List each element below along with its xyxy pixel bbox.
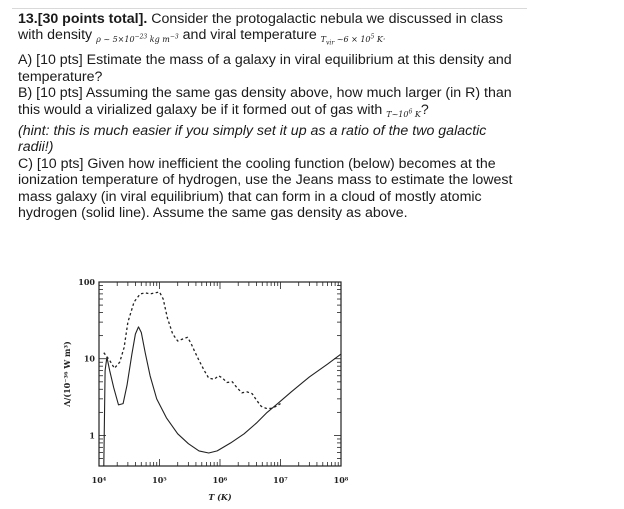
part-b-text: B) [10 pts] Assuming the same gas density above, how much larger (in R) than this would a virialized galaxy be if it formed out of gas with — [18, 85, 512, 118]
y-axis-label: Λ/(10⁻³⁶ W m³) — [62, 341, 72, 407]
part-b-hint: (hint: this is much easier if you simply set it up as a ratio of the two galactic radii!) — [18, 123, 487, 156]
series-line-solid — [104, 327, 341, 466]
intro-text-1: Consider the protogalactic nebula we discussed in class with density — [18, 11, 503, 44]
part-b-end: ? — [420, 101, 429, 118]
part-c: C) [10 pts] Given how inefficient the cooling function (below) becomes at the ionization temperature of hydrogen, use the Jeans mass to estimate the lowest mass galaxy (in viral equilibrium) that can form in a cloud of mostly atomic hydrogen (solid line). Assume the same gas density as above. — [18, 155, 513, 222]
part-a: A) [10 pts] Estimate the mass of a galaxy in viral equilibrium at this density and temperature? — [18, 52, 512, 85]
x-tick-label: 10⁸ — [333, 475, 349, 485]
temperature-expression: Tvir ~6 × 105 K· — [320, 33, 386, 47]
series-line-dashed — [104, 292, 281, 408]
x-tick-label: 10⁶ — [212, 475, 228, 485]
x-tick-label: 10⁴ — [91, 475, 107, 485]
intro-text-2: and viral temperature — [178, 27, 321, 44]
plot-frame — [99, 282, 341, 466]
x-tick-label: 10⁵ — [152, 475, 167, 485]
y-tick-label: 100 — [78, 277, 95, 287]
y-tick-label: 1 — [89, 430, 95, 441]
question-number: 13.[30 points total]. — [18, 11, 148, 27]
x-tick-label: 10⁷ — [273, 475, 288, 485]
density-expression: ρ ~ 5×10−23 kg m−3 — [96, 33, 179, 45]
part-b-temperature: T~106 K — [386, 107, 421, 119]
y-tick-label: 10 — [83, 353, 95, 364]
x-axis-label: T (K) — [208, 492, 232, 502]
